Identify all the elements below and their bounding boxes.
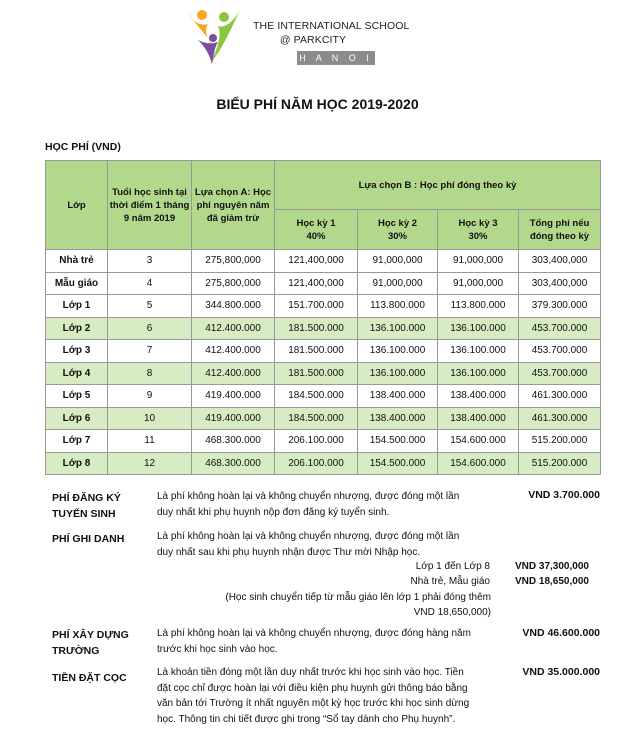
cell-grade: Mẫu giáo bbox=[46, 272, 108, 295]
cell-grade: Lớp 4 bbox=[46, 362, 108, 385]
deposit-desc-line3: văn bản tới Trường ít nhất nguyên một kỳ học trước khi học sinh dừng bbox=[157, 698, 470, 709]
header-term2-pct: 30% bbox=[387, 230, 407, 242]
document-title: BIỂU PHÍ NĂM HỌC 2019-2020 bbox=[216, 96, 419, 112]
cell-term2: 91,000,000 bbox=[358, 250, 438, 273]
cell-option-a: 419.400.000 bbox=[192, 407, 275, 430]
deposit-desc-line2: đặt cọc chỉ được hoàn lại với điều kiện phụ huynh gửi thông báo bằng bbox=[157, 682, 468, 694]
cell-term1: 206.100.000 bbox=[275, 430, 358, 453]
cell-option-a: 419.400.000 bbox=[192, 385, 275, 408]
building-fee-amount: VND 46.600.000 bbox=[522, 627, 600, 639]
header-term1-label: Học kỳ 1 bbox=[296, 217, 336, 229]
building-fee-desc-line1: Là phí không hoàn lại và không chuyển nhượng, được đóng hàng năm bbox=[157, 628, 471, 639]
header-term3-pct: 30% bbox=[468, 230, 488, 242]
cell-option-a: 412.400.000 bbox=[192, 340, 275, 363]
cell-term2: 154.500.000 bbox=[358, 430, 438, 453]
cell-term3: 136.100.000 bbox=[438, 317, 519, 340]
cell-total: 515.200.000 bbox=[519, 430, 601, 453]
cell-total: 453.700.000 bbox=[519, 340, 601, 363]
cell-option-a: 344.800.000 bbox=[192, 295, 275, 318]
cell-term3: 138.400.000 bbox=[438, 407, 519, 430]
enrollment-sub2-amount: VND 18,650,000 bbox=[515, 576, 589, 587]
cell-term3: 154.600.000 bbox=[438, 430, 519, 453]
enrollment-sub1-label: Lớp 1 đến Lớp 8 bbox=[415, 561, 490, 572]
cell-total: 515.200.000 bbox=[519, 452, 601, 475]
cell-age: 5 bbox=[108, 295, 192, 318]
table-row bbox=[46, 362, 601, 385]
cell-total: 453.700.000 bbox=[519, 362, 601, 385]
registration-fee-description bbox=[157, 489, 497, 520]
deposit-label: TIỀN ĐẶT CỌC bbox=[52, 672, 127, 684]
header-term1-pct: 40% bbox=[306, 230, 326, 242]
cell-term1: 121,400,000 bbox=[275, 272, 358, 295]
cell-term2: 91,000,000 bbox=[358, 272, 438, 295]
cell-term1: 184.500.000 bbox=[275, 385, 358, 408]
building-fee-label-line1: PHÍ XÂY DỰNG bbox=[52, 629, 129, 641]
enrollment-sub1-amount: VND 37,300,000 bbox=[515, 561, 589, 572]
header-age: Tuổi học sinh tại thời điểm 1 tháng 9 năm 2019 bbox=[108, 161, 192, 250]
enrollment-fee-description bbox=[157, 529, 497, 560]
cell-option-a: 412.400.000 bbox=[192, 317, 275, 340]
registration-fee-label-line1: PHÍ ĐĂNG KÝ bbox=[52, 492, 121, 504]
cell-total: 303,400,000 bbox=[519, 250, 601, 273]
enrollment-fee-label: PHÍ GHI DANH bbox=[52, 533, 125, 545]
table-row bbox=[46, 317, 601, 340]
cell-term2: 138.400.000 bbox=[358, 407, 438, 430]
header-option-b: Lựa chọn B : Học phí đóng theo kỳ bbox=[275, 161, 601, 210]
cell-age: 12 bbox=[108, 452, 192, 475]
cell-term3: 113.800.000 bbox=[438, 295, 519, 318]
header-total: Tổng phí nếu đóng theo kỳ bbox=[519, 210, 601, 250]
cell-term3: 136.100.000 bbox=[438, 362, 519, 385]
cell-term3: 91,000,000 bbox=[438, 250, 519, 273]
enrollment-note-line1: (Học sinh chuyển tiếp từ mẫu giáo lên lớp 1 phải đóng thêm bbox=[225, 592, 491, 603]
cell-grade: Lớp 1 bbox=[46, 295, 108, 318]
table-row bbox=[46, 430, 601, 453]
cell-term1: 151.700.000 bbox=[275, 295, 358, 318]
cell-term1: 184.500.000 bbox=[275, 407, 358, 430]
cell-term2: 138.400.000 bbox=[358, 385, 438, 408]
cell-term3: 91,000,000 bbox=[438, 272, 519, 295]
building-fee-description bbox=[157, 626, 497, 657]
header-grade: Lớp bbox=[46, 161, 108, 250]
cell-age: 11 bbox=[108, 430, 192, 453]
cell-age: 4 bbox=[108, 272, 192, 295]
cell-age: 9 bbox=[108, 385, 192, 408]
deposit-amount: VND 35.000.000 bbox=[522, 666, 600, 678]
deposit-desc-line1: Là khoản tiền đóng một lần duy nhất trước khi học sinh vào học. Tiền bbox=[157, 667, 464, 678]
building-fee-desc-line2: trước khi học sinh vào học. bbox=[157, 643, 278, 655]
cell-term2: 154.500.000 bbox=[358, 452, 438, 475]
cell-term1: 206.100.000 bbox=[275, 452, 358, 475]
section-title: HỌC PHÍ (VND) bbox=[45, 141, 121, 153]
cell-grade: Lớp 2 bbox=[46, 317, 108, 340]
header-term1 bbox=[275, 210, 358, 250]
table-row bbox=[46, 340, 601, 363]
building-fee-label bbox=[52, 627, 129, 659]
header-term2 bbox=[358, 210, 438, 250]
cell-age: 3 bbox=[108, 250, 192, 273]
table-row bbox=[46, 407, 601, 430]
cell-total: 461.300.000 bbox=[519, 385, 601, 408]
registration-fee-desc-line2: duy nhất khi phụ huynh nộp đơn đăng ký tuyển sinh. bbox=[157, 506, 390, 518]
cell-grade: Lớp 7 bbox=[46, 430, 108, 453]
cell-age: 7 bbox=[108, 340, 192, 363]
building-fee-label-line2: TRƯỜNG bbox=[52, 645, 100, 657]
school-name-line1: THE INTERNATIONAL SCHOOL bbox=[253, 20, 410, 32]
registration-fee-label bbox=[52, 490, 121, 522]
cell-term2: 136.100.000 bbox=[358, 317, 438, 340]
cell-age: 8 bbox=[108, 362, 192, 385]
table-row bbox=[46, 385, 601, 408]
table-row bbox=[46, 250, 601, 273]
cell-term2: 113.800.000 bbox=[358, 295, 438, 318]
cell-option-a: 275,800,000 bbox=[192, 250, 275, 273]
cell-term2: 136.100.000 bbox=[358, 340, 438, 363]
cell-term3: 138.400.000 bbox=[438, 385, 519, 408]
school-name bbox=[253, 20, 435, 65]
enrollment-sub2-label: Nhà trẻ, Mẫu giáo bbox=[410, 576, 490, 587]
cell-option-a: 468.300.000 bbox=[192, 430, 275, 453]
table-row bbox=[46, 295, 601, 318]
enrollment-fee-desc-line2: duy nhất sau khi phụ huynh nhận được Thư mời Nhập học. bbox=[157, 546, 421, 558]
cell-term3: 136.100.000 bbox=[438, 340, 519, 363]
cell-age: 10 bbox=[108, 407, 192, 430]
table-row bbox=[46, 272, 601, 295]
cell-option-a: 468.300.000 bbox=[192, 452, 275, 475]
cell-age: 6 bbox=[108, 317, 192, 340]
school-logo-icon bbox=[184, 8, 244, 66]
registration-fee-amount: VND 3.700.000 bbox=[528, 489, 600, 501]
cell-term1: 181.500.000 bbox=[275, 362, 358, 385]
registration-fee-label-line2: TUYỂN SINH bbox=[52, 508, 116, 520]
cell-grade: Lớp 6 bbox=[46, 407, 108, 430]
cell-total: 303,400,000 bbox=[519, 272, 601, 295]
registration-fee-desc-line1: Là phí không hoàn lại và không chuyển nhượng, được đóng một lần bbox=[157, 491, 460, 502]
cell-term3: 154.600.000 bbox=[438, 452, 519, 475]
deposit-desc-line4: học. Thông tin chi tiết được ghi trong “Sổ tay dành cho Phụ huynh”. bbox=[157, 713, 456, 725]
cell-term1: 181.500.000 bbox=[275, 317, 358, 340]
cell-term1: 181.500.000 bbox=[275, 340, 358, 363]
cell-total: 453.700.000 bbox=[519, 317, 601, 340]
cell-grade: Lớp 5 bbox=[46, 385, 108, 408]
cell-grade: Lớp 8 bbox=[46, 452, 108, 475]
cell-option-a: 412.400.000 bbox=[192, 362, 275, 385]
header-term2-label: Học kỳ 2 bbox=[377, 217, 418, 229]
cell-option-a: 275,800,000 bbox=[192, 272, 275, 295]
cell-term1: 121,400,000 bbox=[275, 250, 358, 273]
header-term3 bbox=[438, 210, 519, 250]
enrollment-fee-desc-line1: Là phí không hoàn lại và không chuyển nhượng, được đóng một lần bbox=[157, 531, 460, 542]
cell-term2: 136.100.000 bbox=[358, 362, 438, 385]
header-option-a: Lựa chọn A: Học phí nguyên năm đã giảm trừ bbox=[192, 161, 275, 250]
deposit-description bbox=[157, 665, 497, 727]
cell-total: 379.300.000 bbox=[519, 295, 601, 318]
school-city-badge: H A N O I bbox=[297, 51, 375, 65]
tuition-table bbox=[45, 160, 601, 475]
cell-grade: Nhà trẻ bbox=[46, 250, 108, 273]
cell-total: 461.300.000 bbox=[519, 407, 601, 430]
enrollment-note-line2: VND 18,650,000) bbox=[413, 607, 491, 618]
table-row bbox=[46, 452, 601, 475]
cell-grade: Lớp 3 bbox=[46, 340, 108, 363]
header-term3-label: Học kỳ 3 bbox=[458, 217, 498, 229]
school-name-line2: @ PARKCITY bbox=[279, 34, 347, 46]
